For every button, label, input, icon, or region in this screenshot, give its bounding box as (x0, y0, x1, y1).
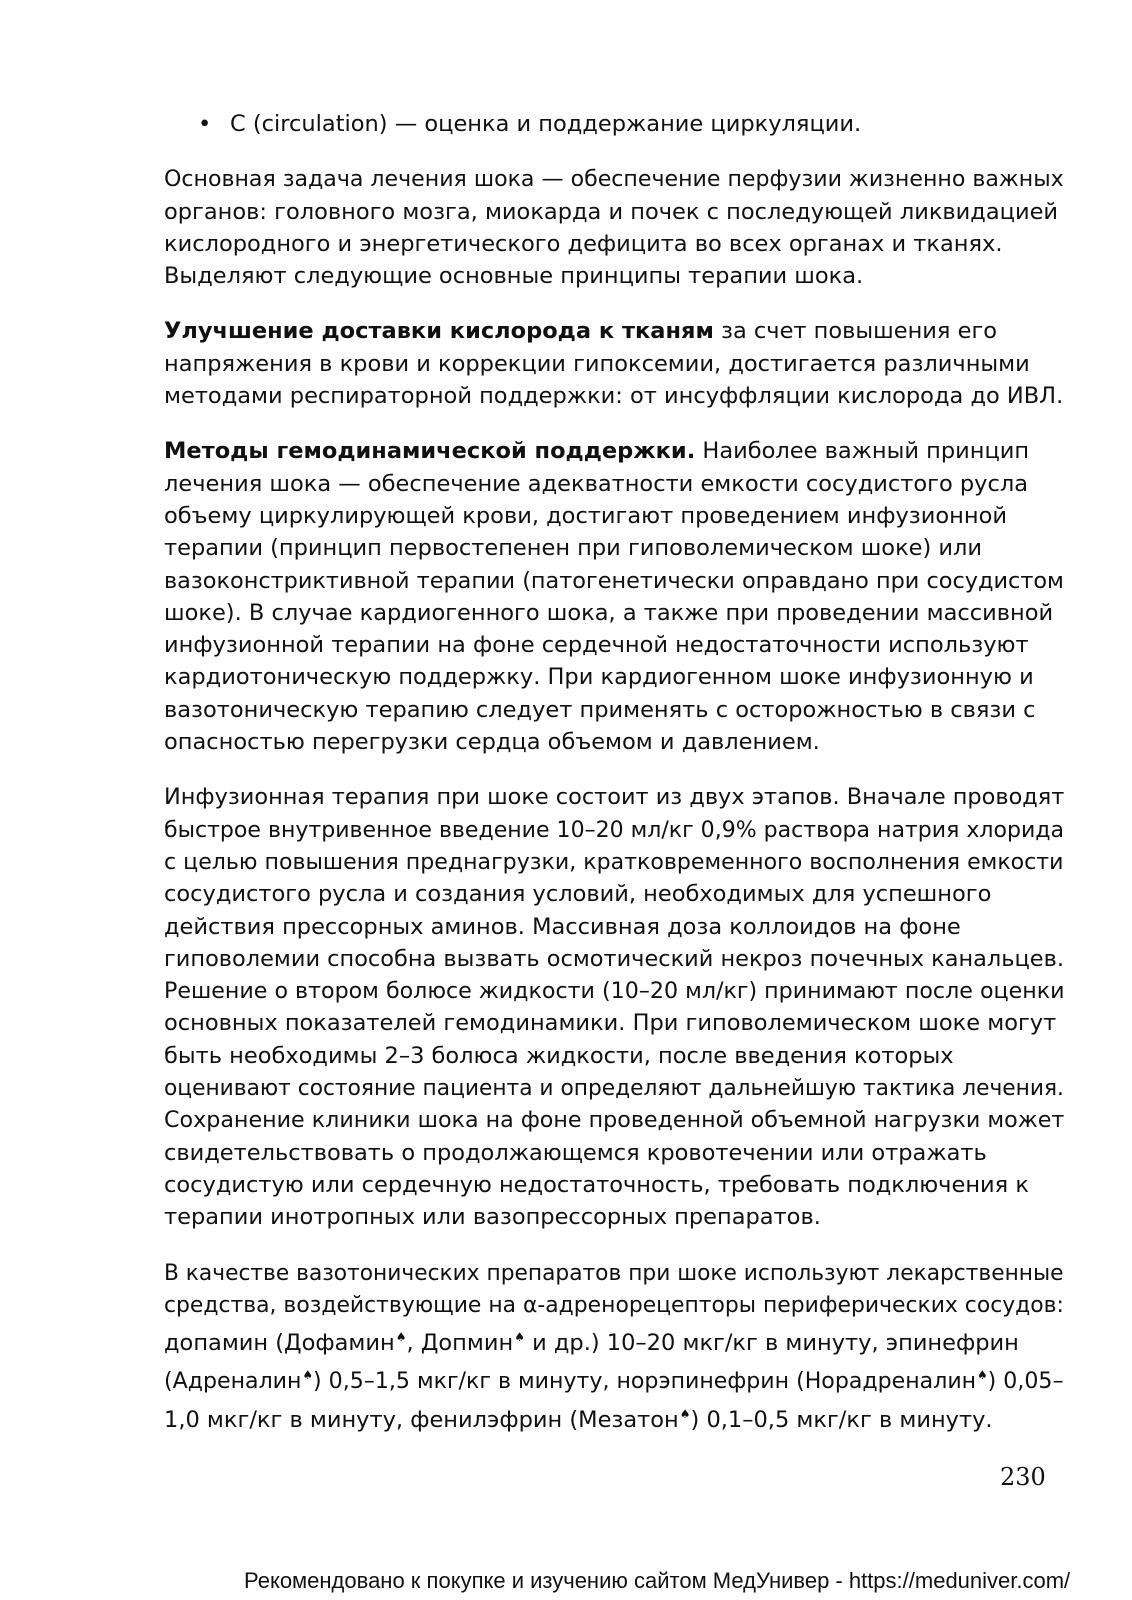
trademark-marker-icon: ♠ (302, 1368, 314, 1383)
text-line: методами респираторной поддержки: от инсуффляции кислорода до ИВЛ. (164, 383, 1064, 410)
text-line: Основная задача лечения шока — обеспечение перфузии жизненно важных (164, 166, 1064, 193)
text-fragment: Наиболее важный принцип (695, 438, 1030, 465)
text-line: кардиотоническую поддержку. При кардиогенном шоке инфузионную и (164, 664, 1034, 691)
text-line: Сохранение клиники шока на фоне проведенной объемной нагрузки может (164, 1107, 1065, 1134)
text-line: Инфузионная терапия при шоке состоит из двух этапов. Вначале проводят (164, 784, 1065, 811)
trademark-marker-icon: ♠ (514, 1330, 525, 1345)
text-fragment: ) 0,05– (987, 1368, 1064, 1395)
text-line: свидетельствовать о продолжающемся кровотечении или отражать (164, 1139, 987, 1166)
text-line: кислородного и энергетического дефицита во всех органах и тканях. (164, 230, 1003, 257)
text-line: опасностью перегрузки сердца объемом и давлением. (164, 729, 820, 756)
text-fragment: за счет повышения его (713, 318, 998, 345)
text-line: средства, воздействующие на α-адренорецепторы периферических сосудов: (164, 1291, 1064, 1318)
text-line: гиповолемии способна вызвать осмотический некроз почечных канальцев. (164, 945, 1064, 972)
paragraph-heading: Улучшение доставки кислорода к тканям (164, 318, 714, 345)
text-fragment: допамин (Дофамин (164, 1330, 395, 1357)
footer-text: Рекомендовано к покупке и изучению сайтом МедУнивер - https://meduniver.com/ (244, 1568, 1071, 1593)
page-number: 230 (1000, 1463, 1046, 1491)
text-line: вазотоническую терапию следует применять с осторожностью в связи с (164, 696, 1036, 723)
text-line: сосудистого русла и создания условий, необходимых для успешного (164, 881, 992, 908)
trademark-marker-icon: ♠ (977, 1368, 988, 1383)
text-line (164, 315, 1064, 347)
text-line: инфузионной терапии на фоне сердечной недостаточности используют (164, 632, 1029, 659)
text-line: напряжения в крови и коррекции гипоксемии, достигается различными (164, 350, 1030, 377)
text-line: с целью повышения преднагрузки, кратковременного восполнения емкости (164, 848, 1064, 875)
text-fragment: 1,0 мкг/кг в минуту, фенилэфрин (Мезатон (164, 1406, 679, 1433)
trademark-marker-icon: ♠ (679, 1406, 691, 1421)
bullet-dot: • (198, 111, 212, 137)
text-line: Выделяют следующие основные принципы терапии шока. (164, 263, 864, 290)
text-line (164, 1398, 1064, 1436)
text-line: терапии (принцип первостепенен при гиповолемическом шоке) или (164, 535, 983, 562)
text-line: объему циркулирующей крови, достигают проведением инфузионной (164, 502, 1007, 529)
paragraph-3 (164, 435, 1064, 758)
text-fragment: (Адреналин (164, 1368, 302, 1395)
text-line: быстрое внутривенное введение 10–20 мл/кг 0,9% раствора натрия хлорида (164, 816, 1065, 843)
page-content (164, 108, 1064, 1459)
text-line: Решение о втором болюсе жидкости (10–20 мл/кг) принимают после оценки (164, 978, 1065, 1005)
text-line: быть необходимы 2–3 болюса жидкости, после введения которых (164, 1042, 954, 1069)
text-fragment: и др.) 10–20 мкг/кг в минуту, эпинефрин (524, 1330, 1019, 1357)
text-line (164, 1321, 1064, 1359)
trademark-marker-icon: ♠ (395, 1330, 407, 1345)
text-line (164, 435, 1064, 467)
text-line: действия прессорных аминов. Массивная доза коллоидов на фоне (164, 913, 961, 940)
text-line: терапии инотропных или вазопрессорных препаратов. (164, 1204, 821, 1231)
paragraph-5 (164, 1257, 1064, 1436)
text-line: оценивают состояние пациента и определяют дальнейшую тактика лечения. (164, 1075, 1064, 1102)
paragraph-heading: Методы гемодинамической поддержки. (164, 438, 696, 465)
text-line: органов: головного мозга, миокарда и почек с последующей ликвидацией (164, 198, 1059, 225)
text-line (164, 1359, 1064, 1397)
bullet-item (164, 108, 1064, 140)
text-fragment: ) 0,1–0,5 мкг/кг в минуту. (690, 1406, 993, 1433)
text-line: шоке). В случае кардиогенного шока, а также при проведении массивной (164, 599, 1054, 626)
paragraph-2 (164, 315, 1064, 412)
paragraph-4 (164, 781, 1064, 1233)
text-line: сосудистую или сердечную недостаточность, требовать подключения к (164, 1171, 1029, 1198)
text-line: лечения шока — обеспечение адекватности емкости сосудистого русла (164, 470, 1028, 497)
text-fragment: , Допмин (406, 1330, 514, 1357)
text-line: В качестве вазотонических препаратов при шоке используют лекарственные (164, 1259, 1064, 1286)
paragraph-1 (164, 163, 1064, 292)
bullet-text: C (circulation) — оценка и поддержание циркуляции. (230, 111, 862, 137)
text-fragment: ) 0,5–1,5 мкг/кг в минуту, норэпинефрин (Норадреналин (313, 1368, 977, 1395)
text-line: основных показателей гемодинамики. При гиповолемическом шоке могут (164, 1010, 1057, 1037)
text-line: вазоконстриктивной терапии (патогенетически оправдано при сосудистом (164, 567, 1064, 594)
